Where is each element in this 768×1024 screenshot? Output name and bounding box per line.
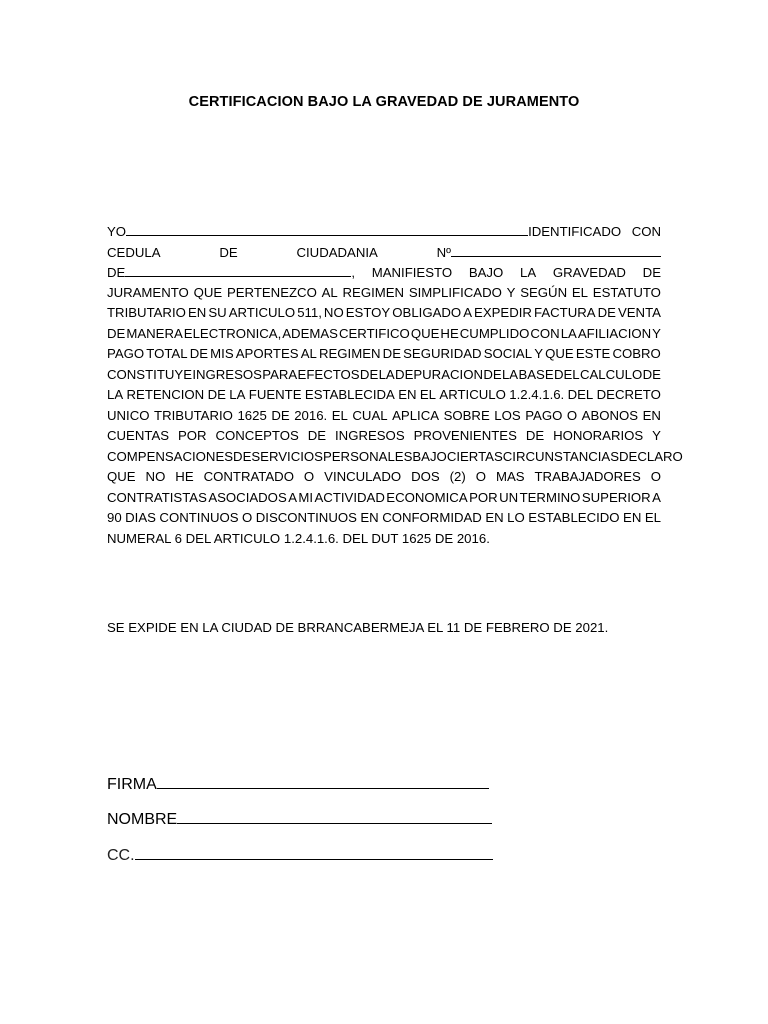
body-word: LA [378, 366, 395, 382]
name-signature-blank-field[interactable] [177, 808, 492, 824]
body-word: DE [107, 325, 126, 341]
body-word: NO [145, 469, 166, 484]
body-word: 2016. [294, 407, 328, 423]
name-blank-field[interactable] [126, 221, 528, 236]
identity-line [107, 221, 621, 243]
body-word: INGRESOS [335, 428, 405, 443]
la-word: LA [520, 265, 537, 280]
body-word: QUE [107, 469, 136, 484]
body-word: POR [469, 489, 498, 505]
body-line [107, 365, 661, 386]
body-word: UNICO [107, 407, 150, 423]
body-word: A [652, 489, 661, 505]
body-word: Y [652, 325, 661, 341]
body-word: ESTE [575, 346, 611, 361]
body-word: O [650, 469, 661, 484]
body-word: SERVICIOS [251, 448, 323, 464]
body-word: VINCULADO [324, 469, 402, 484]
body-word: O [566, 407, 578, 423]
body-word: CERTIFICO [338, 325, 410, 341]
body-word: APLICA [392, 407, 440, 423]
body-word: DE [359, 366, 379, 382]
issuance-statement: SE EXPIDE EN LA CIUDAD DE BRRANCABERMEJA EL 11 DE FEBRERO DE 2021. [107, 620, 609, 635]
body-word: PROVENIENTES [413, 428, 517, 443]
body-word: DISCONTINUOS [255, 510, 357, 525]
body-line [107, 385, 661, 406]
body-word: SUPERIOR [581, 489, 651, 505]
de-place-label: DE [107, 265, 126, 280]
body-word: PAGO [107, 346, 145, 361]
body-word: O [475, 469, 486, 484]
body-word: DE [483, 366, 502, 382]
body-line [107, 426, 661, 447]
body-word: LA [229, 387, 246, 402]
body-word: MANERA [126, 325, 183, 341]
body-line [107, 508, 661, 529]
body-word: TOTAL [146, 346, 188, 361]
body-word: TRIBUTARIO [154, 407, 233, 423]
body-word: CON [530, 325, 560, 341]
body-word: SEGURIDAD [403, 346, 482, 361]
body-word: PERSONALES [322, 448, 413, 464]
body-word: ASOCIADOS [208, 489, 287, 505]
body-word: EN [187, 305, 207, 320]
body-word: COMPENSACIONES [107, 448, 234, 464]
body-word: PERTENEZCO [226, 284, 317, 300]
body-word: QUE [410, 325, 440, 341]
body-word: BASE [518, 366, 554, 382]
body-word: POR [177, 428, 207, 443]
body-word: CONFORMIDAD [382, 510, 482, 525]
body-word: DEPURACION [395, 366, 483, 382]
body-word: RETENCION [126, 387, 205, 402]
name-row [107, 808, 492, 829]
body-word: AL [321, 284, 338, 300]
body-word: O [242, 510, 253, 525]
body-word: DEL [567, 387, 594, 402]
body-line-3 [107, 262, 661, 283]
body-word: NO [323, 305, 344, 320]
body-word: A [288, 489, 297, 505]
body-word: VENTA [617, 305, 661, 320]
signature-row [107, 773, 489, 794]
body-word: CIERTAS [446, 448, 503, 464]
body-word: O [303, 469, 315, 484]
body-word: ELECTRONICA, [183, 325, 282, 341]
body-word: COBRO [612, 346, 661, 361]
de-word: DE [642, 265, 661, 280]
cedula-label: CEDULA [107, 244, 161, 260]
body-word: INGRESOS [192, 366, 262, 382]
body-word: ARTICULO [228, 305, 296, 320]
body-word: SEGÚN [520, 284, 568, 300]
body-word: SOBRE [443, 407, 490, 423]
cc-row [107, 844, 493, 865]
comma-text: , [351, 265, 355, 280]
body-word: CONTRATADO [203, 469, 294, 484]
body-word: EN [398, 387, 417, 402]
body-word: CUENTAS [107, 428, 170, 443]
bajo-word: BAJO [468, 265, 504, 280]
body-word: JURAMENTO [107, 284, 189, 300]
body-word: TRIBUTARIO [107, 305, 186, 320]
body-word: Y [534, 346, 543, 361]
de-label: DE [219, 244, 238, 260]
body-word: EN [623, 510, 642, 525]
body-word: OBLIGADO [392, 305, 462, 320]
body-word: SOCIAL [483, 346, 533, 361]
body-word: CONSTITUYE [107, 366, 192, 382]
body-line [107, 406, 661, 427]
body-word: EN [360, 510, 379, 525]
body-word: HONORARIOS [553, 428, 644, 443]
body-word: SU [208, 305, 227, 320]
con-label: CON [631, 224, 661, 239]
body-line [107, 283, 661, 304]
body-word: BAJO [412, 448, 447, 464]
body-line [107, 447, 683, 468]
firma-label: FIRMA [107, 776, 157, 793]
body-last-line: NUMERAL 6 DEL ARTICULO 1.2.4.1.6. DEL DUT 1625 DE 2016. [107, 530, 490, 546]
body-word: ESTABLECIDO [528, 510, 620, 525]
id-number-line [437, 242, 661, 264]
document-body [107, 221, 683, 549]
body-word: DE [189, 346, 209, 361]
body-word: DE [525, 428, 545, 443]
body-word: Y [652, 428, 661, 443]
body-word: Y [506, 284, 516, 300]
body-paragraph [107, 283, 683, 529]
body-word: ESTATUTO [592, 284, 661, 300]
body-word: DOS [411, 469, 440, 484]
expedition-place-blank-field[interactable] [125, 262, 351, 277]
body-word: DE [382, 346, 401, 361]
document-title: CERTIFICACION BAJO LA GRAVEDAD DE JURAMENTO [188, 94, 580, 110]
manifiesto-word: MANIFIESTO [371, 265, 453, 280]
body-word: AFILIACION [577, 325, 652, 341]
body-word: DE [233, 448, 252, 464]
body-word: ESTABLECIDA [304, 387, 395, 402]
body-word: UN [499, 489, 519, 505]
body-word: 1625 [237, 407, 267, 423]
body-line [107, 488, 661, 509]
expedition-line [107, 262, 355, 284]
body-word: A [463, 305, 472, 320]
body-word: AL [300, 346, 317, 361]
body-word: 511, [297, 305, 322, 320]
body-line-2 [107, 242, 661, 263]
body-word: HE [440, 325, 459, 341]
body-word: DE [307, 428, 327, 443]
body-word: DE [642, 366, 661, 382]
body-word: (2) [449, 469, 466, 484]
body-word: CUMPLIDO [459, 325, 530, 341]
body-word: APORTES [235, 346, 299, 361]
body-word: DE [271, 407, 290, 423]
body-word: 90 [107, 510, 122, 525]
body-word: ABONOS [581, 407, 639, 423]
body-word: ECONOMICA [386, 489, 468, 505]
body-word: ACTIVIDAD [314, 489, 385, 505]
body-word: EL [571, 284, 589, 300]
body-word: TERMINO [519, 489, 581, 505]
numero-label: Nº [436, 244, 451, 260]
body-word: PARA [262, 366, 298, 382]
body-word: DECRETO [596, 387, 661, 402]
ciudadania-label: CIUDADANIA [296, 244, 378, 260]
body-word: CONCEPTOS [215, 428, 299, 443]
body-word: EL [644, 510, 661, 525]
body-word: PAGO [525, 407, 563, 423]
body-word: FUENTE [248, 387, 302, 402]
id-number-blank-field[interactable] [451, 242, 661, 257]
body-word: QUE [545, 346, 574, 361]
body-word: DIAS [125, 510, 156, 525]
yo-label: YO [107, 224, 127, 239]
body-line [107, 324, 661, 345]
body-word: ADEMAS [282, 325, 338, 341]
body-word: LA [501, 366, 519, 382]
body-word: EL [419, 387, 437, 402]
body-word: DE [207, 387, 226, 402]
gravedad-word: GRAVEDAD [552, 265, 626, 280]
body-line [107, 303, 661, 324]
body-word: DEL [553, 366, 580, 382]
body-word: LO [507, 510, 525, 525]
body-word: TRABAJADORES [534, 469, 641, 484]
body-word: CIRCUNSTANCIAS [502, 448, 620, 464]
body-word: MAS [495, 469, 525, 484]
body-line [107, 344, 661, 365]
identificado-label: IDENTIFICADO [528, 224, 622, 239]
body-word: ARTICULO [439, 387, 506, 402]
body-line [107, 467, 661, 488]
body-word: EN [485, 510, 504, 525]
body-word: LA [107, 387, 124, 402]
body-word: DE [597, 305, 616, 320]
body-word: FACTURA [534, 305, 596, 320]
body-word: ESTOY [345, 305, 391, 320]
body-word: EXPEDIR [474, 305, 532, 320]
body-word: MIS [210, 346, 234, 361]
body-word: REGIMEN [318, 346, 381, 361]
body-word: 1.2.4.1.6. [509, 387, 565, 402]
body-word: LOS [494, 407, 521, 423]
signature-blank-field[interactable] [157, 773, 489, 789]
body-word: MI [298, 489, 314, 505]
body-word: QUE [193, 284, 223, 300]
cc-label: CC. [107, 847, 135, 864]
body-line-1 [107, 221, 661, 242]
body-word: DECLARO [619, 448, 683, 464]
body-word: EL [331, 407, 348, 423]
body-word: HE [175, 469, 194, 484]
body-word: CONTRATISTAS [107, 489, 207, 505]
body-word: CUAL [352, 407, 388, 423]
cc-blank-field[interactable] [135, 844, 493, 860]
body-word: LA [560, 325, 577, 341]
body-word: EFECTOS [297, 366, 360, 382]
nombre-label: NOMBRE [107, 811, 178, 828]
body-word: EN [642, 407, 661, 423]
body-word: CONTINUOS [159, 510, 239, 525]
body-word: REGIMEN [342, 284, 405, 300]
body-word: CALCULO [579, 366, 643, 382]
body-word: SIMPLIFICADO [408, 284, 502, 300]
